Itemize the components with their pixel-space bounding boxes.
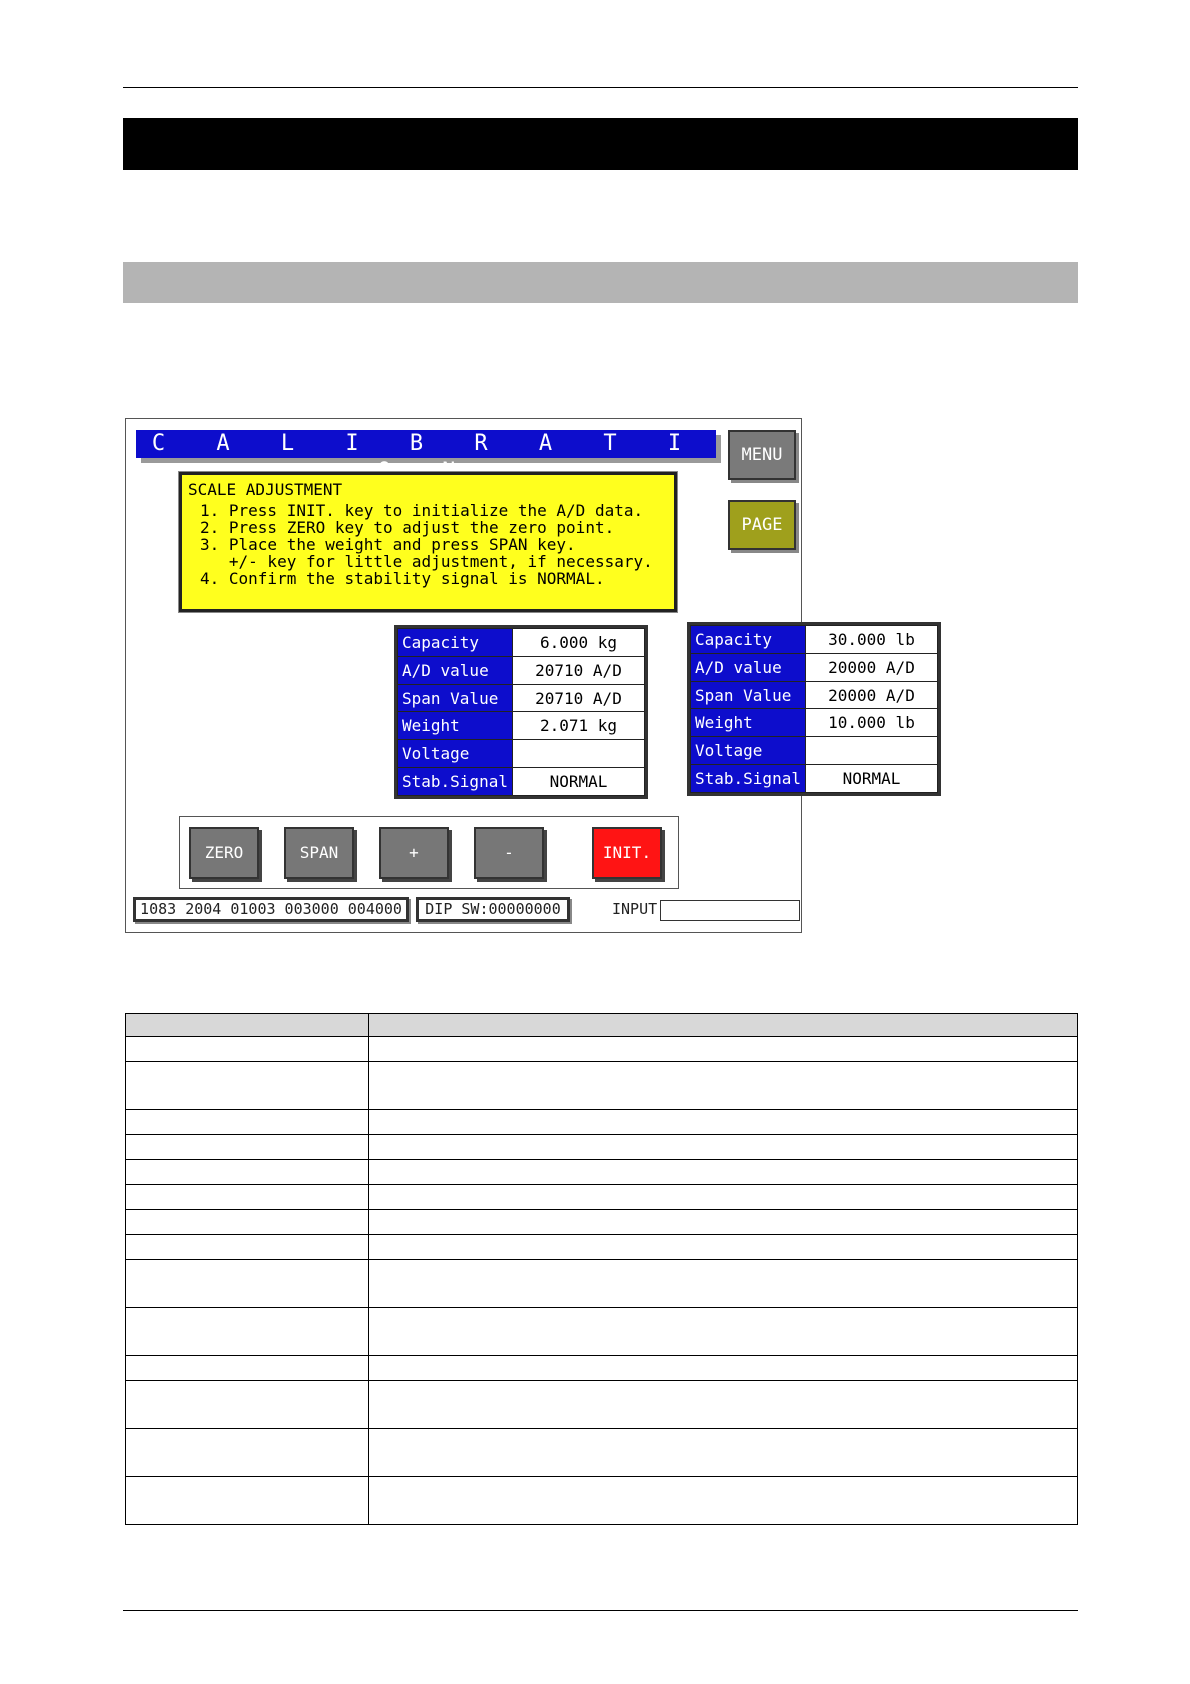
calibration-title: C A L I B R A T I — [136, 430, 716, 458]
table-row — [691, 626, 938, 654]
row-label: Voltage — [398, 740, 513, 768]
table-row — [398, 768, 645, 796]
row-label: Capacity — [691, 626, 806, 654]
table-row — [126, 1381, 1078, 1429]
instruction-line: +/- key for little adjustment, if necessary. — [200, 552, 653, 571]
table-row — [691, 709, 938, 737]
page-button[interactable]: PAGE — [728, 500, 796, 550]
row-label: Span Value — [691, 681, 806, 709]
zero-button[interactable]: ZERO — [189, 827, 259, 879]
minus-button[interactable]: - — [474, 827, 544, 879]
top-rule — [123, 87, 1078, 88]
input-label: INPUT — [612, 900, 658, 918]
bottom-rule — [123, 1610, 1078, 1611]
row-value: NORMAL — [512, 768, 644, 796]
table-row — [126, 1477, 1078, 1525]
table-row — [126, 1110, 1078, 1135]
row-value: 20000 A/D — [805, 681, 937, 709]
input-field[interactable] — [660, 900, 800, 921]
init-button[interactable]: INIT. — [592, 827, 662, 879]
table-row — [126, 1160, 1078, 1185]
table-row — [126, 1308, 1078, 1356]
row-label: Weight — [398, 712, 513, 740]
lb-calibration-table — [687, 622, 941, 796]
row-label: Voltage — [691, 737, 806, 765]
table-row — [398, 712, 645, 740]
row-label: Weight — [691, 709, 806, 737]
description-table — [125, 1013, 1078, 1525]
table-row — [398, 684, 645, 712]
row-value — [512, 740, 644, 768]
table-row — [126, 1235, 1078, 1260]
row-value: 6.000 kg — [512, 629, 644, 657]
span-button[interactable]: SPAN — [284, 827, 354, 879]
row-label: A/D value — [691, 653, 806, 681]
table-row — [126, 1185, 1078, 1210]
instruction-line: 1. Press INIT. key to initialize the A/D data. — [200, 501, 644, 520]
instruction-line: 4. Confirm the stability signal is NORMAL. — [200, 569, 605, 588]
kg-calibration-table — [394, 625, 648, 799]
table-row — [691, 653, 938, 681]
table-row — [126, 1062, 1078, 1110]
instruction-header: SCALE ADJUSTMENT — [188, 480, 343, 499]
row-value: NORMAL — [805, 765, 937, 793]
row-label: Stab.Signal — [398, 768, 513, 796]
row-value: 20710 A/D — [512, 656, 644, 684]
row-label: Span Value — [398, 684, 513, 712]
row-label: Capacity — [398, 629, 513, 657]
row-value: 20710 A/D — [512, 684, 644, 712]
row-value: 20000 A/D — [805, 653, 937, 681]
table-header-row — [126, 1014, 1078, 1037]
row-label: Stab.Signal — [691, 765, 806, 793]
table-row — [126, 1429, 1078, 1477]
table-row — [126, 1135, 1078, 1160]
dip-switch-display: DIP SW:00000000 — [416, 897, 570, 922]
table-row — [126, 1037, 1078, 1062]
instruction-line: 3. Place the weight and press SPAN key. — [200, 535, 576, 554]
table-row — [398, 740, 645, 768]
instruction-line: 2. Press ZERO key to adjust the zero point. — [200, 518, 615, 537]
instruction-panel — [179, 472, 677, 612]
menu-button[interactable]: MENU — [728, 430, 796, 480]
subsection-title-bar — [123, 262, 1078, 303]
row-value: 10.000 lb — [805, 709, 937, 737]
row-value: 30.000 lb — [805, 626, 937, 654]
table-row — [126, 1356, 1078, 1381]
table-row — [126, 1260, 1078, 1308]
table-row — [398, 629, 645, 657]
table-row — [398, 656, 645, 684]
row-label: A/D value — [398, 656, 513, 684]
row-value — [805, 737, 937, 765]
table-row — [691, 765, 938, 793]
table-row — [691, 681, 938, 709]
row-value: 2.071 kg — [512, 712, 644, 740]
table-row — [691, 737, 938, 765]
status-code-display: 1083 2004 01003 003000 004000 — [133, 897, 409, 922]
section-title-bar — [123, 118, 1078, 170]
plus-button[interactable]: + — [379, 827, 449, 879]
table-row — [126, 1210, 1078, 1235]
